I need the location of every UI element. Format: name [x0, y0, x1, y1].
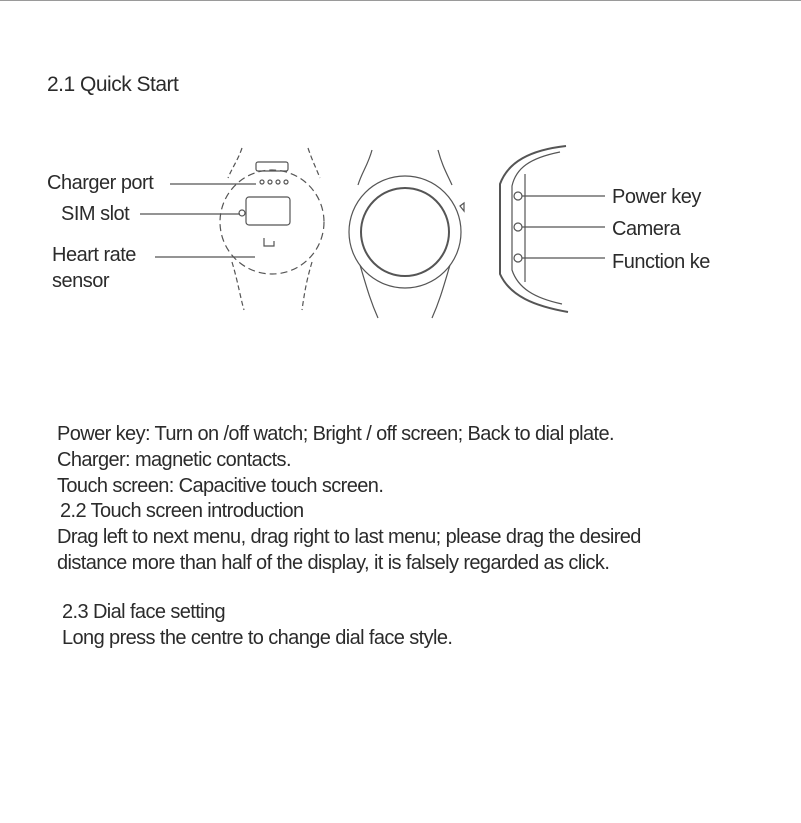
section-title-touch-screen-intro: 2.2 Touch screen introduction — [60, 500, 304, 522]
section-title-dial-face: 2.3 Dial face setting — [62, 601, 226, 623]
paragraph-drag-line-1: Drag left to next menu, drag right to last menu; please drag the desired — [57, 526, 641, 548]
label-function-key: Function ke — [612, 251, 710, 273]
section-title-quick-start: 2.1 Quick Start — [47, 73, 179, 96]
paragraph-drag-line-2: distance more than half of the display, it is falsely regarded as click. — [57, 552, 610, 574]
watch-back-view — [140, 148, 324, 310]
label-charger-port: Charger port — [47, 172, 154, 194]
watch-diagram — [0, 130, 801, 330]
top-divider — [0, 0, 801, 1]
label-camera: Camera — [612, 218, 681, 240]
paragraph-dial-face: Long press the centre to change dial face style. — [62, 627, 453, 649]
paragraph-touch-screen: Touch screen: Capacitive touch screen. — [57, 475, 384, 497]
paragraph-charger: Charger: magnetic contacts. — [57, 449, 291, 471]
label-heart-rate: Heart rate — [52, 244, 136, 266]
label-heart-rate-sensor: sensor — [52, 270, 110, 292]
label-power-key: Power key — [612, 186, 701, 208]
paragraph-power-key: Power key: Turn on /off watch; Bright / off screen; Back to dial plate. — [57, 423, 614, 445]
watch-side-view — [500, 146, 605, 312]
watch-front-view — [349, 150, 464, 318]
label-sim-slot: SIM slot — [61, 203, 130, 225]
